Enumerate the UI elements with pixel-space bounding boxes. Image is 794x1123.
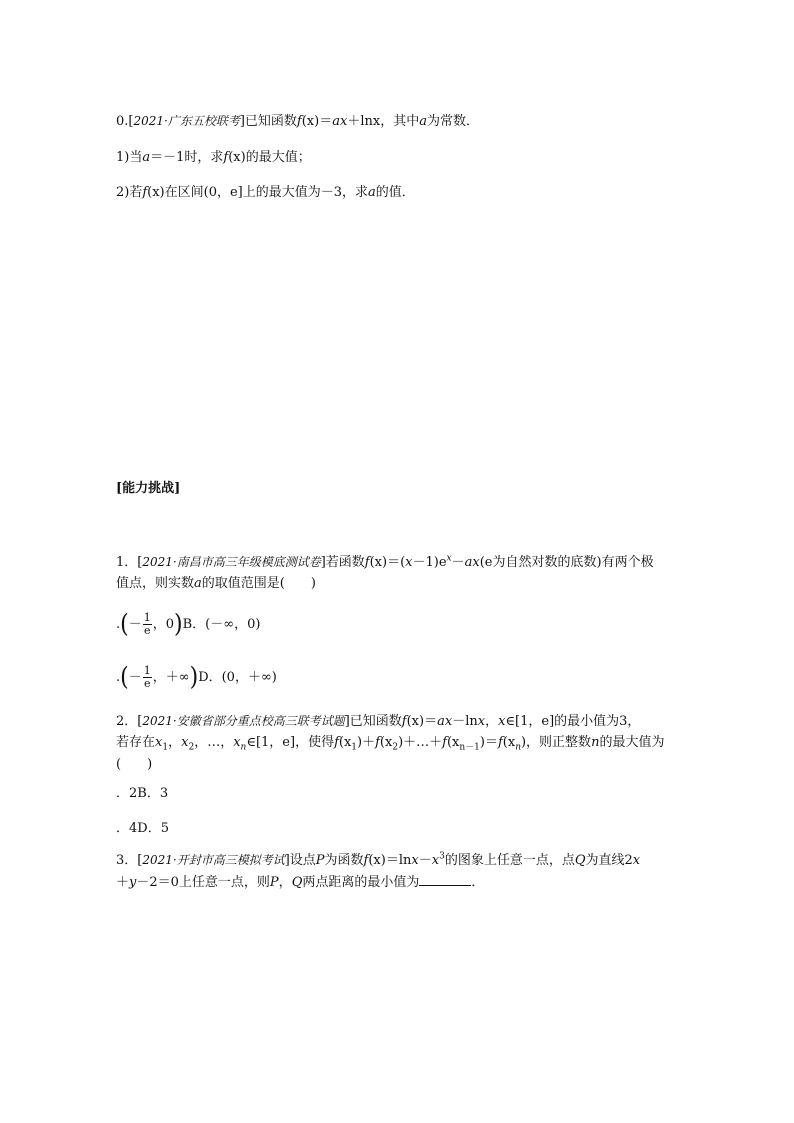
question-text: 的图象上任意一点，点 <box>444 853 575 868</box>
math-text: )＋ <box>357 735 376 750</box>
math-n: n <box>591 735 600 750</box>
question-text: ＝ <box>424 714 438 729</box>
problem-0-part-2 <box>116 184 415 202</box>
math-arg: (x) <box>369 555 388 570</box>
math-q: Q <box>574 853 586 868</box>
question-text: ， <box>485 714 499 729</box>
math-subscript: 1 <box>351 742 358 753</box>
question-2-option-a-b: ．2B．3 <box>116 786 169 801</box>
math-subscript: n <box>240 742 247 753</box>
math-y: y <box>129 875 137 890</box>
math-subscript: 1 <box>162 742 169 753</box>
question-text: ]已知函数 <box>344 714 402 729</box>
question-2-option-c-d: ．4D．5 <box>116 821 169 836</box>
question-text: －2＝0上任意一点，则 <box>136 875 270 890</box>
math-x: x <box>411 853 419 868</box>
question-text: 为直线2 <box>585 853 633 868</box>
question-number: 1．[ <box>116 555 143 570</box>
math-q: Q <box>291 875 303 890</box>
question-text: ， <box>168 735 182 750</box>
fraction <box>143 665 152 690</box>
math-arg: (x) <box>228 150 246 165</box>
math-text: (x <box>502 735 516 750</box>
math-f: f <box>296 114 302 129</box>
question-text: 的取值范围是( ) <box>201 576 316 591</box>
problem-source: 2021·广东五校联考 <box>133 114 240 128</box>
math-x: x <box>632 853 641 868</box>
math-minus: － <box>128 670 142 685</box>
math-f: f <box>223 150 229 165</box>
question-text: － <box>418 853 432 868</box>
math-text: (x <box>379 735 393 750</box>
question-2-line-3: ( ) <box>116 757 153 772</box>
question-text: ＝ln <box>385 853 412 868</box>
math-p: P <box>269 875 279 890</box>
math-subscript: n <box>515 742 521 753</box>
math-p: P <box>315 853 325 868</box>
math-subscript: 2 <box>188 742 195 753</box>
question-source: 2021·安徽省部分重点校高三联考试题 <box>142 714 345 728</box>
problem-number: 0.[ <box>116 114 134 129</box>
fraction-denominator: e <box>143 677 151 690</box>
question-text: －1)e <box>412 555 447 570</box>
math-arg: (x) <box>368 853 386 868</box>
stem-text: ＝ <box>319 114 333 129</box>
part-text: 的值． <box>375 185 415 200</box>
right-paren: ) <box>189 662 199 692</box>
question-text: 值点，则实数 <box>116 576 195 591</box>
question-text: － <box>451 555 465 570</box>
fraction-denominator: e <box>143 624 151 637</box>
question-text: ． <box>471 875 485 890</box>
left-paren: ( <box>120 609 129 639</box>
math-subscript: 2 <box>392 742 399 753</box>
math-f: f <box>375 735 380 750</box>
math-a: a <box>419 114 427 129</box>
question-3-line-1 <box>116 851 640 870</box>
option-text: ，0 <box>152 617 175 632</box>
stem-text: ]已知函数 <box>239 114 297 129</box>
math-a: a <box>368 185 376 200</box>
question-2-line-1 <box>116 712 640 731</box>
math-exponent: 3 <box>439 851 445 862</box>
question-number: 2．[ <box>116 714 143 729</box>
math-a: a <box>194 576 202 591</box>
math-text: (x <box>446 735 460 750</box>
problem-0-part-1 <box>116 149 311 167</box>
section-title: [能力挑战] <box>116 481 181 496</box>
question-text: ]若函数 <box>320 555 365 570</box>
math-f: f <box>363 853 369 868</box>
question-text: 为函数 <box>324 853 364 868</box>
math-text: (x <box>338 735 352 750</box>
part-text: 2)若 <box>116 185 143 200</box>
math-exponent: x <box>446 553 452 564</box>
math-x: x <box>498 714 506 729</box>
question-text: (e为自然对数的底数)有两个极 <box>479 555 654 570</box>
math-text: )＋…＋ <box>398 735 443 750</box>
fraction <box>143 612 152 637</box>
option-lead: . <box>116 617 121 632</box>
question-1-option-c-d <box>116 663 277 693</box>
part-text: ＝－1时，求 <box>150 150 224 165</box>
fraction-numerator: 1 <box>143 664 151 677</box>
right-paren: ) <box>174 609 183 639</box>
question-3-line-2 <box>116 873 484 892</box>
question-text: )，则正整数 <box>520 735 592 750</box>
question-number: 3．[ <box>116 853 143 868</box>
math-f: f <box>442 735 447 750</box>
question-1-line-1 <box>116 553 654 572</box>
math-f: f <box>142 185 148 200</box>
answer-blank[interactable] <box>419 873 471 886</box>
math-ax: ax <box>332 114 348 129</box>
part-text: 的最大值； <box>245 150 311 165</box>
question-source: 2021·开封市高三模拟考试 <box>142 853 285 867</box>
math-x: x <box>233 735 241 750</box>
option-d: D．(0，＋∞) <box>198 670 277 685</box>
question-text: 的最大值为 <box>599 735 665 750</box>
question-text: ＝( <box>387 555 406 570</box>
math-f: f <box>334 735 339 750</box>
option-text: ，＋∞ <box>152 670 190 685</box>
question-text: ＋ <box>116 875 130 890</box>
math-ax: ax <box>464 555 480 570</box>
question-1-line-2 <box>116 575 316 593</box>
math-arg: (x) <box>406 714 425 729</box>
math-minus: － <box>128 617 142 632</box>
question-2-line-2 <box>116 734 664 752</box>
fraction-numerator: 1 <box>143 611 151 624</box>
math-arg: (x) <box>147 185 165 200</box>
option-b: B．(－∞，0) <box>182 617 261 632</box>
math-f: f <box>401 714 407 729</box>
problem-0-stem <box>116 112 479 131</box>
math-x: x <box>181 735 189 750</box>
math-arg: (x) <box>301 114 320 129</box>
question-text: ， <box>278 875 292 890</box>
math-x: x <box>155 735 163 750</box>
math-x: x <box>477 714 486 729</box>
stem-text: 为常数． <box>426 114 479 129</box>
part-text: 1)当 <box>116 150 143 165</box>
question-text: 若存在 <box>116 735 156 750</box>
question-1-option-a-b <box>116 610 260 640</box>
question-text: ]设点 <box>284 853 316 868</box>
math-a: a <box>142 150 151 165</box>
math-x: x <box>405 555 413 570</box>
math-f: f <box>497 735 503 750</box>
question-text: ∈[1，e]，使得 <box>246 735 335 750</box>
question-text: ∈[1，e]的最小值为3， <box>505 714 641 729</box>
math-subscript: n－1 <box>459 742 480 753</box>
question-text: －ln <box>452 714 478 729</box>
math-x: x <box>431 853 440 868</box>
question-text: ，…， <box>194 735 234 750</box>
math-ax: ax <box>437 714 453 729</box>
math-f: f <box>364 555 370 570</box>
question-source: 2021·南昌市高三年级模底测试卷 <box>142 555 321 569</box>
left-paren: ( <box>120 662 129 692</box>
option-lead: . <box>116 670 121 685</box>
stem-text: ＋lnx，其中 <box>347 114 420 129</box>
question-text: 两点距离的最小值为 <box>302 875 420 890</box>
math-text: )＝ <box>479 735 498 750</box>
part-text: 在区间(0，e]上的最大值为－3，求 <box>164 185 369 200</box>
